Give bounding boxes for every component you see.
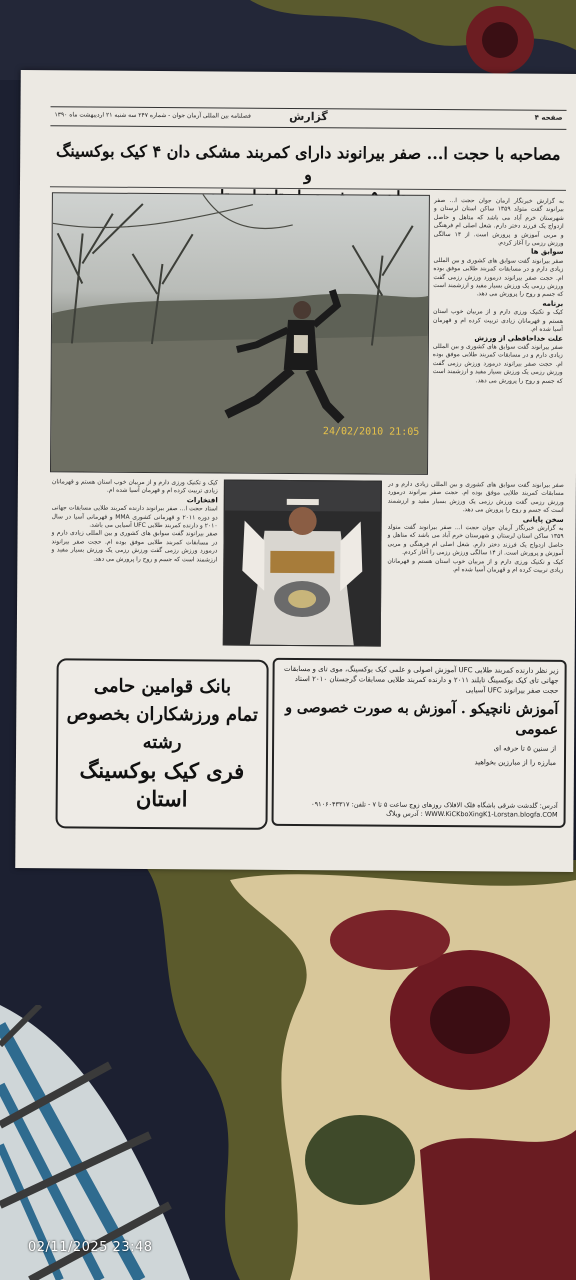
records-text: صفر بیرانوند گفت سوابق های کشوری و بین المللی زیادی دارم و در مسابقات کمربند طلایی موفق بوده ام. حجت صفر بیرانوند درمورد ورزش رزمی گفت ورزش رزمی یک ورزش بسیار مفید و ارزشمند است که جسم و روح را پرورش می دهد.: [433, 256, 564, 299]
kickboxing-class-ad: [272, 658, 567, 828]
article-column-right: [432, 197, 564, 478]
bank-ad-line-2: تمام ورزشکاران بخصوص: [66, 703, 259, 726]
intro-text: به گزارش خبرنگار آرمان جوان حجت ا... صفر بیرانوند گفت متولد ۱۳۵۹ ساکن استان لرستان و شهرستان خرم آباد می باشد که متاهل و حاصل ازدواج یک فرزند دختر دارم. شغل اصلی ام فرهنگی و مربی آموزش و پرورش است. از ۱۴ سالگی ورزش رزمی را آغاز کردم.: [433, 196, 564, 247]
program-text: کیک و تکنیک ورزی دارم و از مربیان خوب استان هستم و قهرمانان زیادی تربیت کرده ام و قهرمان آسیا شده ام.: [433, 308, 564, 333]
page-number: صفحه ۴: [534, 113, 563, 122]
plaid-cloth: [0, 1005, 190, 1280]
article-column-lower-right: [387, 481, 564, 650]
ad-website: WWW.KiCKboXingK1-Lorstan.blogfa.COM : آدرس وبلاگ: [386, 809, 558, 819]
ad-main: آموزش نانچیکو . آموزش به صورت خصوصی و عمومی: [285, 699, 559, 738]
camera-timestamp: 02/11/2025 23:48: [28, 1240, 153, 1255]
lower-right-text: صفر بیرانوند گفت سوابق های کشوری و بین المللی زیادی دارم و در مسابقات کمربند طلایی موفق بوده ام. حجت صفر بیرانوند درمورد ورزش رزمی گفت ورزش رزمی یک ورزش بسیار مفید و ارزشمند است که جسم و روح را پرورش می دهد.: [387, 480, 564, 515]
left-lower-text: کیک و تکنیک ورزی دارم و از مربیان خوب استان هستم و قهرمانان زیادی تربیت کرده ام و قهرمان آسیا شده ام.: [51, 478, 218, 495]
section-title: گزارش: [289, 109, 328, 124]
champion-photo: [223, 479, 382, 646]
subhead-closing: سخن پایانی: [522, 515, 564, 524]
subhead-retirement: علت خداحافظی از ورزش: [474, 333, 563, 343]
ad-age: از سنین ۵ تا حرفه ای: [493, 744, 557, 753]
closing-text-cont: کیک و تکنیک ورزی دارم و از مربیان خوب استان هستم و قهرمانان زیادی تربیت کرده ام و قهرمان آسیا شده ام.: [387, 557, 564, 574]
subhead-program: برنامه: [542, 299, 564, 308]
bank-ad-line-5: استان: [135, 785, 188, 812]
ad-intro: زیر نظر دارنده کمربند طلایی UFC آموزش اصولی و علمی کیک بوکسینگ، موی تای و مسابقات جهانی تای کیک بوکسینگ تایلند ۲۰۱۱ و دارنده کمربند طلایی مسابقات گرجستان ۲۰۱۰ استاد حجت صفر بیرانوند UFC آسیایی: [283, 664, 559, 695]
bank-ad-line-1: بانک قوامین حامی: [93, 675, 232, 698]
headline-line-1: مصاحبه با حجت ا... صفر بیرانوند دارای کمربند مشکی دان ۴ کیک بوکسینگ و: [55, 141, 561, 185]
ad-address: آدرس: گلدشت شرقی باشگاه فلک الافلاک روزهای زوج ساعت ۵ تا ۷ - تلفن: ۰۹۱۰۶۰۴۳۳۱۷: [311, 800, 558, 810]
page-header: [50, 106, 566, 130]
article-column-left: [51, 478, 218, 647]
retirement-text: صفر بیرانوند گفت سوابق های کشوری و بین المللی زیادی دارم و در مسابقات کمربند طلایی موفق بوده ام. حجت صفر بیرانوند درمورد ورزش رزمی گفت ورزش رزمی یک ورزش بسیار مفید و ارزشمند است که جسم و روح را پرورش می دهد.: [432, 342, 563, 385]
bank-ad-line-3: رشته: [142, 731, 182, 754]
bank-ad-line-4: فری کیک بوکسینگ: [79, 757, 245, 784]
closing-text: به گزارش خبرنگار آرمان جوان حجت ا... صفر بیرانوند گفت متولد ۱۳۵۹ ساکن استان لرستان و شهرستان خرم آباد می باشد که متاهل و حاصل ازدواج یک فرزند دختر دارم. شغل اصلی ام فرهنگی و مربی آموزش و پرورش است. از ۱۴ سالگی ورزش رزمی را آغاز کردم.: [387, 523, 564, 558]
newspaper-page: [15, 70, 576, 872]
champion-scene: [224, 480, 381, 645]
subhead-honors: افتخارات: [186, 496, 218, 505]
ad-note: مبارزه را از مبارزین بخواهید: [474, 758, 556, 767]
honors-text: استاد حجت ا... صفر بیرانوند دارنده کمربند طلایی مسابقات جهانی دو دوره ۲۰۱۱ و قهرمانی کشوری MMA و قهرمانی آسیا در سال ۲۰۱۰ و دارنده کمربند طلایی UFC آسیایی می باشد.: [51, 504, 218, 530]
bank-ad: [55, 658, 268, 829]
honors-text-cont: صفر بیرانوند گفت سوابق های کشوری و بین المللی زیادی دارم و در مسابقات کمربند طلایی موفق بوده ام. حجت صفر بیرانوند درمورد ورزش رزمی گفت ورزش رزمی یک ورزش بسیار مفید و ارزشمند است که جسم و روح را پرورش می دهد.: [51, 529, 218, 564]
issue-line: فصلنامه بین المللی آرمان جوان - شماره ۲۴۷ سه شنبه ۲۱ اردیبهشت ماه ۱۳۹۰: [54, 111, 251, 120]
subhead-records: سوابق ها: [530, 248, 564, 257]
photo-timestamp: 24/02/2010 21:05: [322, 426, 420, 438]
martial-arts-photo: [50, 192, 430, 475]
